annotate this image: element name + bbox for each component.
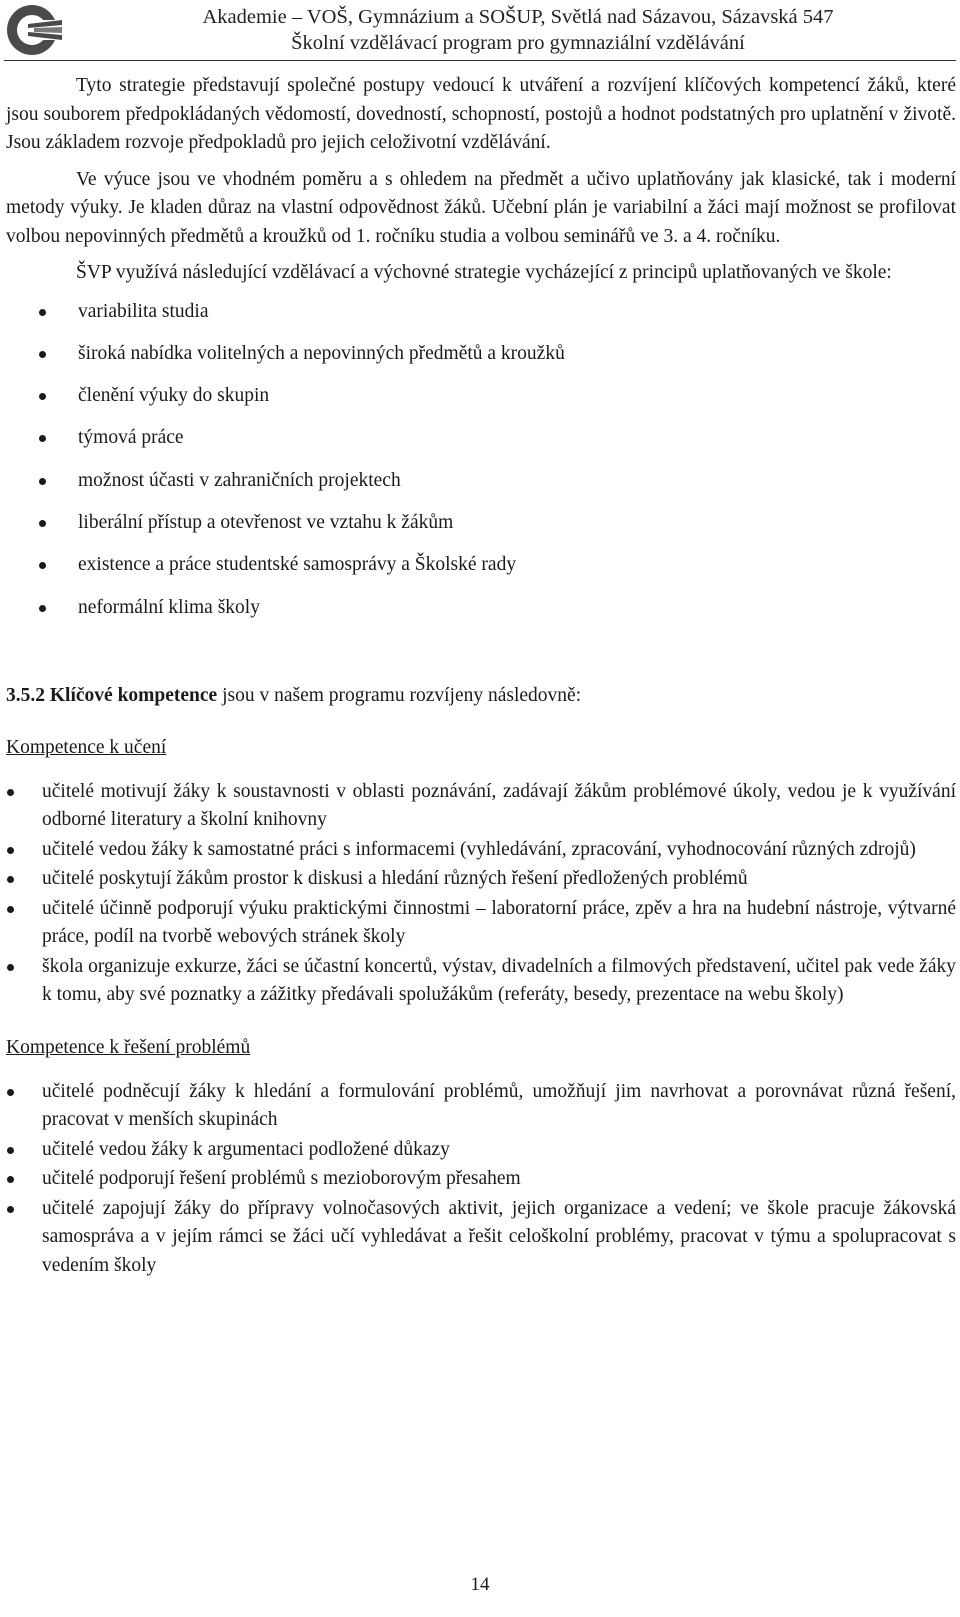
list-item-text: učitelé poskytují žákům prostor k diskusi a hledání různých řešení předložených problémů bbox=[42, 868, 748, 890]
bullet-icon bbox=[39, 605, 46, 612]
list-item bbox=[6, 340, 956, 382]
list-item bbox=[6, 467, 956, 509]
header-institution: Akademie – VOŠ, Gymnázium a SOŠUP, Světlá nad Sázavou, Sázavská 547 bbox=[202, 6, 834, 28]
list-item bbox=[6, 594, 956, 636]
bullet-icon bbox=[7, 964, 14, 971]
header-divider bbox=[4, 60, 956, 61]
bullet-icon bbox=[7, 847, 14, 854]
page-header bbox=[0, 0, 960, 64]
strategies-list bbox=[6, 298, 956, 636]
list-item-text: existence a práce studentské samosprávy a Školské rady bbox=[78, 554, 517, 576]
list-item-text: liberální přístup a otevřenost ve vztahu k žákům bbox=[78, 511, 454, 533]
school-logo-icon bbox=[4, 2, 64, 58]
bullet-icon bbox=[7, 789, 14, 796]
bullet-icon bbox=[7, 1176, 14, 1183]
list-item-text: členění výuky do skupin bbox=[78, 385, 270, 407]
bullet-icon bbox=[39, 435, 46, 442]
list-item-text: učitelé podporují řešení problémů s mezioborovým přesahem bbox=[42, 1168, 521, 1190]
list-item-text: učitelé účinně podporují výuku praktickými činnostmi – laboratorní práce, zpěv a hra na hudební nástroje, výtvarné práce, podíl na tvorbě webových stránek školy bbox=[42, 897, 956, 948]
list-item-text: škola organizuje exkurze, žáci se účastní koncertů, výstav, divadelních a filmových představení, učitel pak vede žáky k tomu, aby své poznatky a zážitky předávali spolužákům (referáty, besedy, prezentace na webu školy) bbox=[42, 955, 956, 1006]
competence-learning-title: Kompetence k učení bbox=[6, 736, 167, 758]
list-item bbox=[6, 865, 956, 894]
list-item-text: učitelé motivují žáky k soustavnosti v oblasti poznávání, zadávají žákům problémové úkoly, vedou je k využívání odborné literatury a školní knihovny bbox=[42, 780, 956, 831]
list-item bbox=[6, 1136, 956, 1165]
intro-paragraph-2: Ve výuce jsou ve vhodném poměru a s ohledem na předmět a učivo uplatňovány jak klasické, tak i moderní metody výuky. Je kladen důraz na vlastní odpovědnost žáků. Učební plán je variabilní a žáci mají možnost se profilovat volbou nepovinných předmětů a kroužků od 1. ročníku studia a volbou seminářů ve 3. a 4. ročníku. bbox=[6, 168, 956, 247]
competence-learning-list bbox=[6, 778, 956, 1010]
bullet-icon bbox=[7, 876, 14, 883]
list-item bbox=[6, 382, 956, 424]
section-title-rest: jsou v našem programu rozvíjeny následovně: bbox=[217, 684, 582, 706]
list-item-text: možnost účasti v zahraničních projektech bbox=[78, 469, 401, 491]
list-item bbox=[6, 1078, 956, 1135]
bullet-icon bbox=[39, 478, 46, 485]
list-item-text: učitelé vedou žáky k argumentaci podložené důkazy bbox=[42, 1138, 450, 1160]
header-text bbox=[80, 4, 956, 56]
competence-problems-title: Kompetence k řešení problémů bbox=[6, 1036, 251, 1058]
bullet-icon bbox=[39, 520, 46, 527]
list-item-text: učitelé zapojují žáky do přípravy volnočasových aktivit, jejich organizace a vedení; ve škole pracuje žákovská samospráva a v jejím rámci se žáci učí vyhledávat a řešit celoškolní problémy, pracovat v týmu a spolupracovat s vedením školy bbox=[42, 1197, 956, 1276]
bullet-icon bbox=[39, 351, 46, 358]
section-heading bbox=[6, 682, 956, 710]
list-item-text: učitelé podněcují žáky k hledání a formulování problémů, umožňují jim navrhovat a porovnávat různá řešení, pracovat v menších skupinách bbox=[42, 1080, 956, 1131]
list-item bbox=[6, 1195, 956, 1281]
list-item bbox=[6, 895, 956, 952]
page-number: 14 bbox=[470, 1574, 490, 1595]
bullet-icon bbox=[39, 562, 46, 569]
bullet-icon bbox=[7, 906, 14, 913]
list-item-text: učitelé vedou žáky k samostatné práci s informacemi (vyhledávání, zpracování, vyhodnocování různých zdrojů) bbox=[42, 838, 916, 860]
bullet-icon bbox=[7, 1147, 14, 1154]
list-item bbox=[6, 424, 956, 466]
list-item bbox=[6, 509, 956, 551]
list-item-text: neformální klima školy bbox=[78, 596, 260, 618]
bullet-icon bbox=[39, 393, 46, 400]
intro-paragraph-3: ŠVP využívá následující vzdělávací a výchovné strategie vycházející z principů uplatňovaných ve škole: bbox=[76, 262, 892, 283]
header-program: Školní vzdělávací program pro gymnaziální vzdělávání bbox=[291, 32, 745, 54]
bullet-icon bbox=[39, 309, 46, 316]
section-title: 3.5.2 Klíčové kompetence bbox=[6, 684, 218, 706]
bullet-icon bbox=[7, 1089, 14, 1096]
list-item bbox=[6, 298, 956, 340]
list-item bbox=[6, 953, 956, 1010]
list-item bbox=[6, 836, 956, 865]
bullet-icon bbox=[7, 1206, 14, 1213]
list-item bbox=[6, 778, 956, 835]
page-content bbox=[6, 72, 956, 1281]
competence-problems-list bbox=[6, 1078, 956, 1281]
list-item bbox=[6, 1165, 956, 1194]
list-item-text: týmová práce bbox=[78, 427, 184, 449]
list-item-text: široká nabídka volitelných a nepovinných předmětů a kroužků bbox=[78, 342, 565, 364]
list-item-text: variabilita studia bbox=[78, 300, 209, 322]
intro-paragraph-1: Tyto strategie představují společné postupy vedoucí k utváření a rozvíjení klíčových kompetencí žáků, které jsou souborem předpokládaných vědomostí, dovedností, schopností, postojů a hodnot podstatných pro uplatnění v životě. Jsou základem rozvoje předpokladů pro jejich celoživotní vzdělávání. bbox=[6, 75, 956, 153]
list-item bbox=[6, 551, 956, 593]
